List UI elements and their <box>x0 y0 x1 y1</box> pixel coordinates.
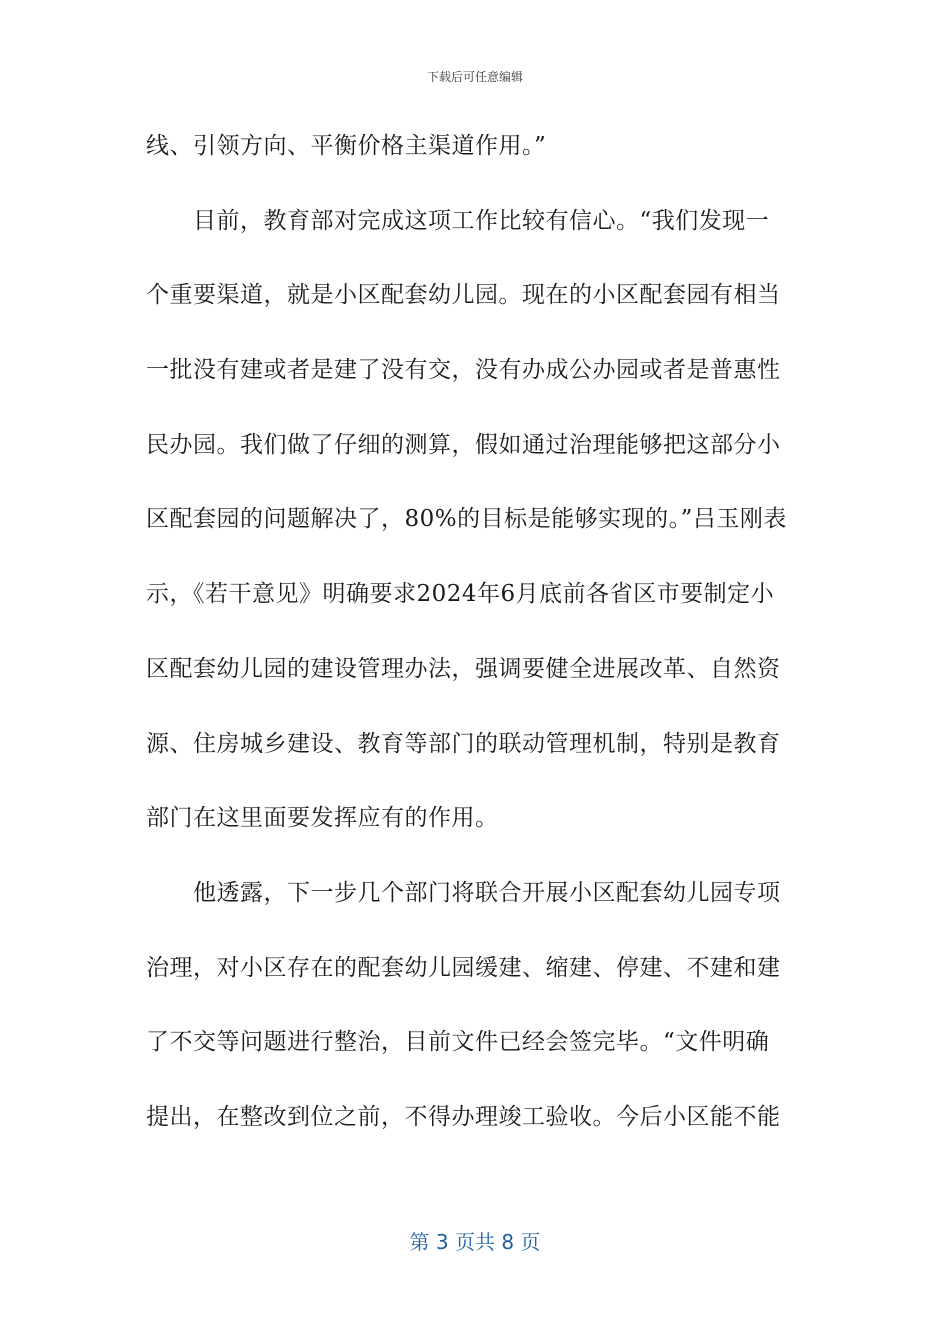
text-line: 提出，在整改到位之前，不得办理竣工验收。今后小区能不能 <box>146 1103 781 1130</box>
text-line: 区配套园的问题解决了，80%的目标是能够实现的。”吕玉刚表 <box>146 506 787 533</box>
paragraph-start-line: 他透露，下一步几个部门将联合开展小区配套幼儿园专项 <box>193 879 781 906</box>
page-number-footer: 第 3 页共 8 页 <box>409 1230 541 1254</box>
text-line: 治理，对小区存在的配套幼儿园缓建、缩建、停建、不建和建 <box>146 954 781 981</box>
text-line: 民办园。我们做了仔细的测算，假如通过治理能够把这部分小 <box>146 431 781 458</box>
text-line: 个重要渠道，就是小区配套幼儿园。现在的小区配套园有相当 <box>146 282 781 309</box>
text-line: 部门在这里面要发挥应有的作用。 <box>146 805 499 832</box>
text-line: 线、引领方向、平衡价格主渠道作用。” <box>146 133 547 159</box>
text-line: 源、住房城乡建设、教育等部门的联动管理机制，特别是教育 <box>146 730 781 757</box>
text-line: 一批没有建或者是建了没有交，没有办成公办园或者是普惠性 <box>146 357 781 384</box>
text-line: 了不交等问题进行整治，目前文件已经会签完毕。“文件明确 <box>146 1029 770 1056</box>
page-header: 下载后可任意编辑 <box>426 70 523 84</box>
text-line: 区配套幼儿园的建设管理办法，强调要健全进展改革、自然资 <box>146 655 781 682</box>
paragraph-start-line: 目前，教育部对完成这项工作比较有信心。“我们发现一 <box>193 207 770 234</box>
text-line: 示，《若干意见》明确要求2024年6月底前各省区市要制定小 <box>146 581 775 608</box>
document-body <box>146 118 806 1164</box>
